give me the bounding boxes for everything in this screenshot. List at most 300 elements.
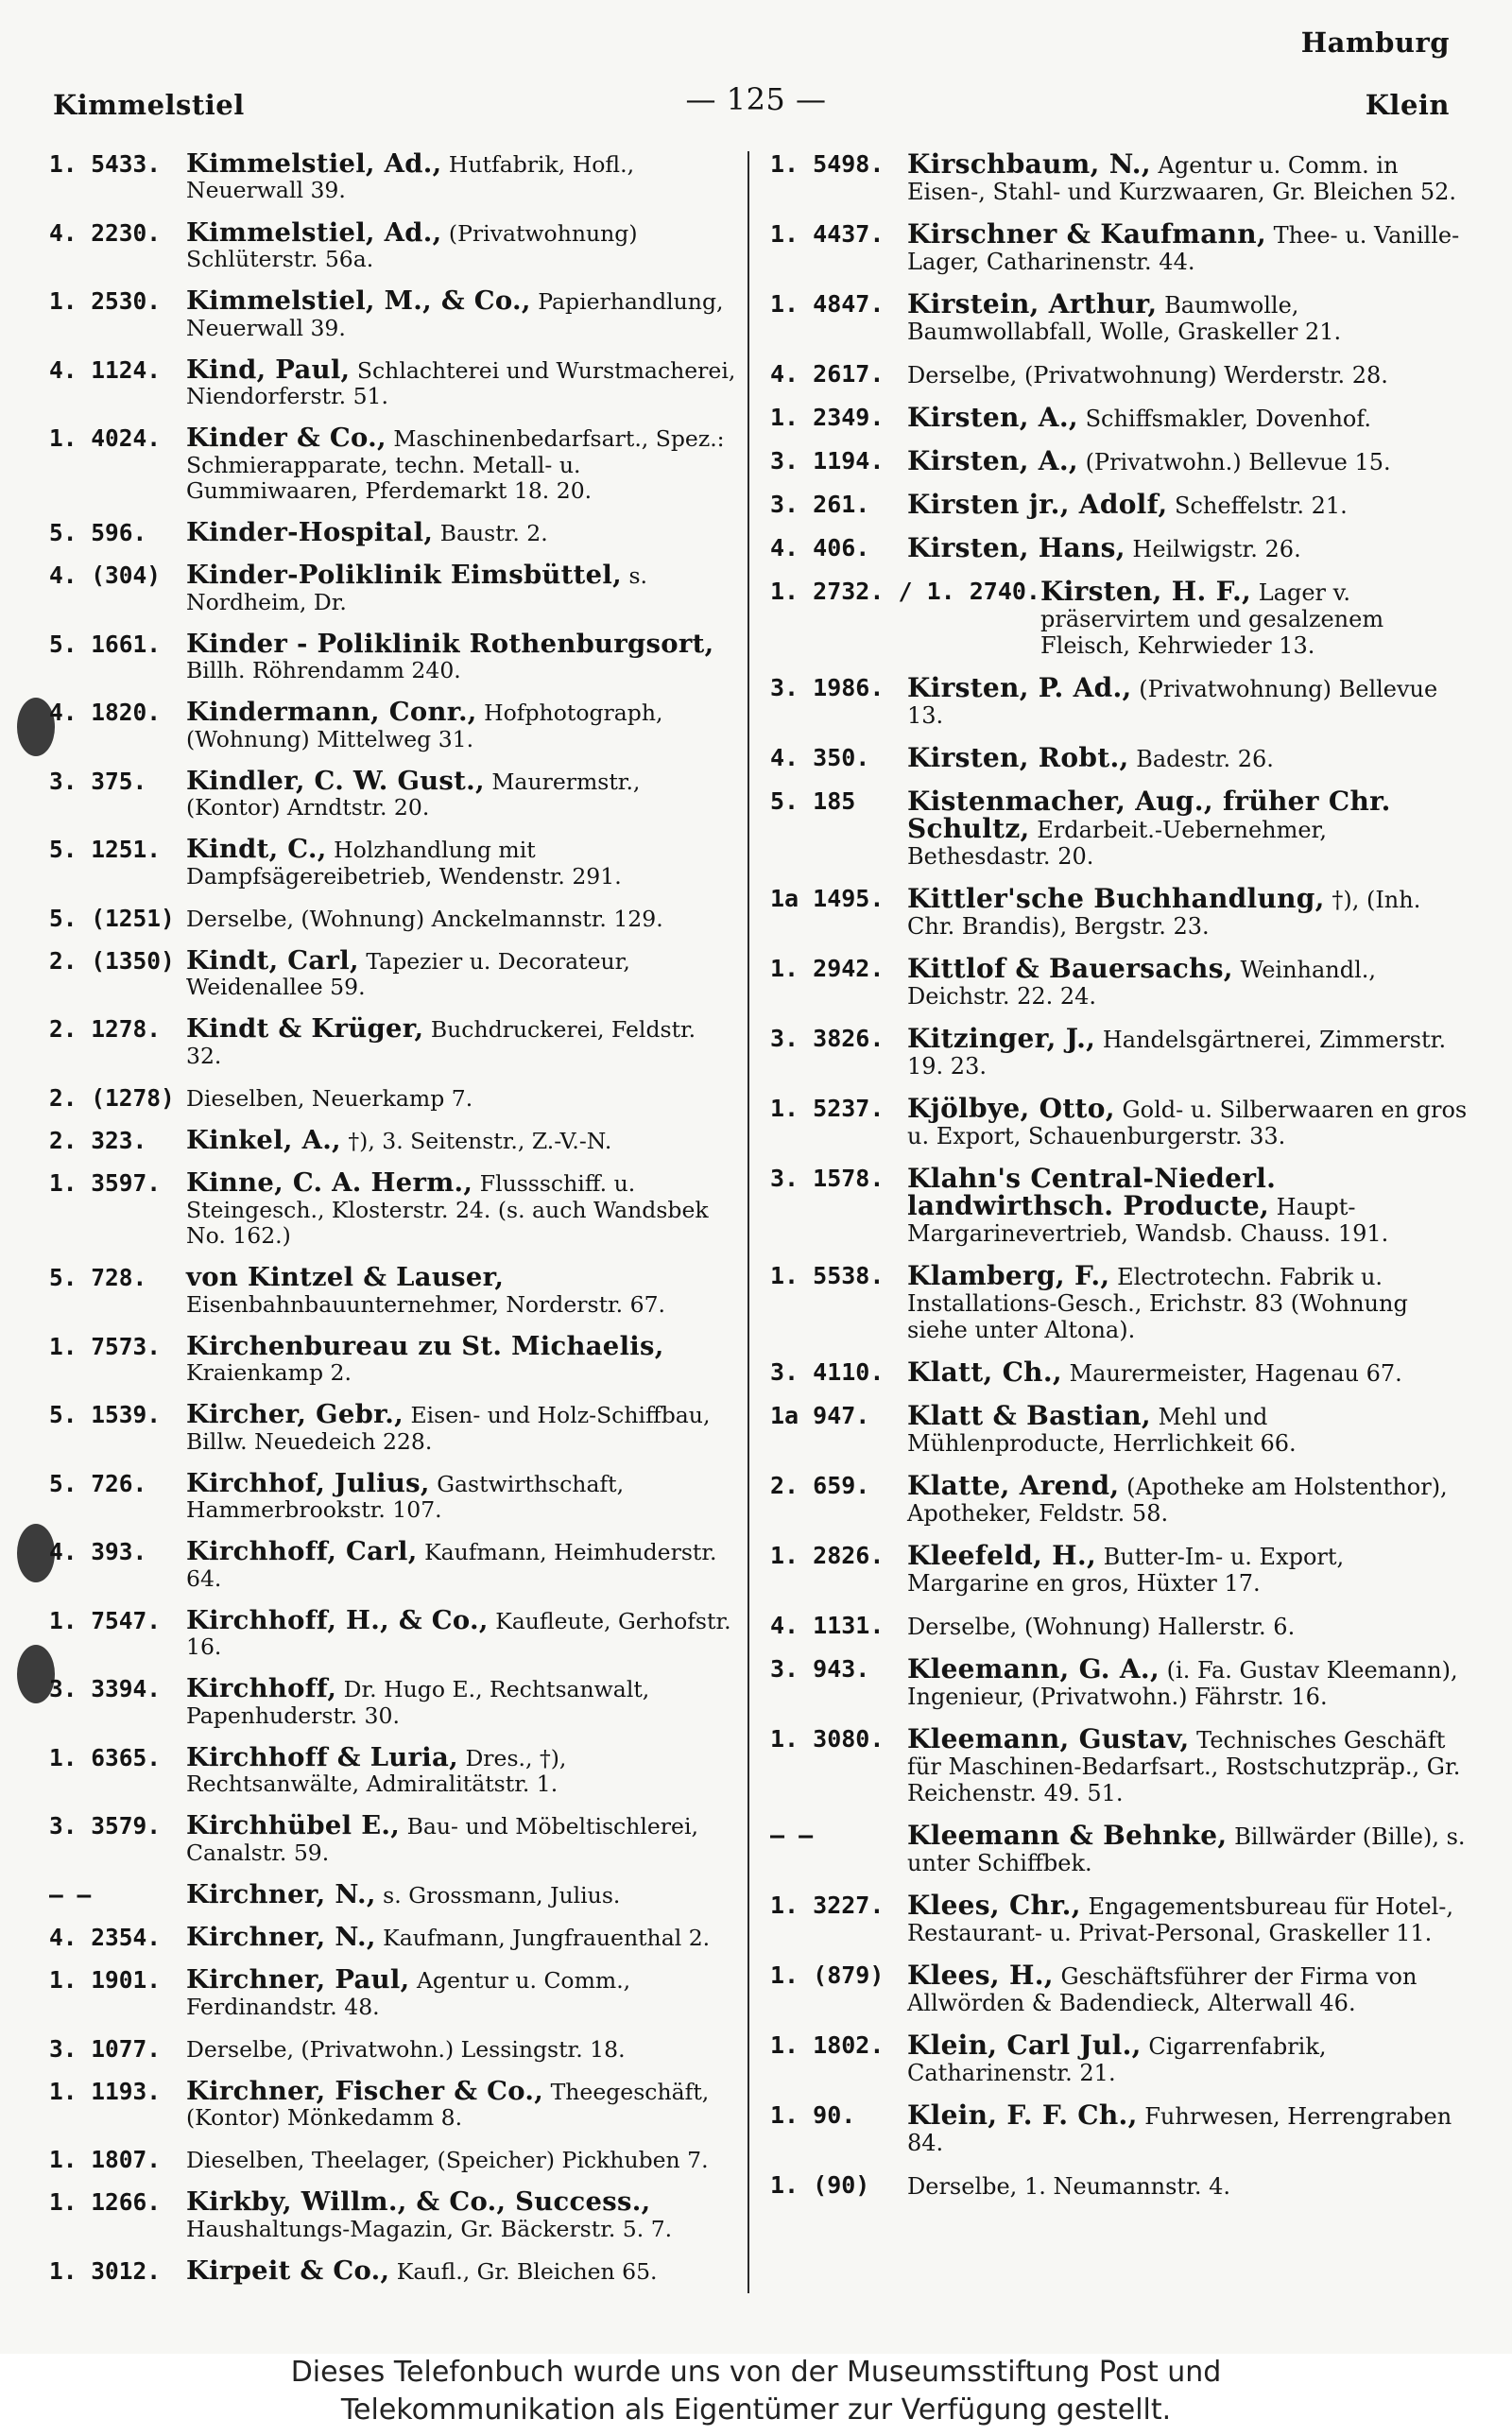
entry-text (186, 944, 737, 1001)
directory-entry (770, 1356, 1468, 1388)
phone-number: 1. 4437. (770, 220, 885, 248)
entry-name: Kistenmacher, Aug., früher Chr. Schultz, (907, 786, 1391, 844)
phone-number: 1. 3227. (770, 1892, 885, 1919)
entry-name: Kindt, C., (186, 834, 327, 865)
directory-entry (49, 1922, 737, 1953)
entry-name: Klees, H., (907, 1960, 1054, 1991)
phone-number: 3. 3826. (770, 1025, 885, 1052)
entry-name: Klatte, Arend, (907, 1470, 1120, 1501)
directory-entry (49, 1964, 737, 2020)
phone-number: 1. 2826. (770, 1542, 885, 1569)
entry-name: Kleemann & Behnke, (907, 1820, 1228, 1851)
directory-entry (770, 1723, 1468, 1806)
directory-entry (49, 697, 737, 752)
directory-entry (49, 906, 737, 932)
entry-details: Flussschiff. u. Steingesch., Klosterstr. 24. (s. auch Wandsbek No. 162.) (186, 1170, 709, 1250)
entry-details: Butter-Im- u. Export, Margarine en gros, Hüxter 17. (907, 1544, 1345, 1597)
phone-number: 1. 5433. (49, 150, 162, 178)
directory-entry (770, 1892, 1468, 1946)
entry-text (907, 361, 1468, 389)
directory-entry (770, 1962, 1468, 2016)
phone-number: 3. 3394. (49, 1675, 162, 1703)
directory-entry (770, 788, 1468, 870)
entry-name: Kleefeld, H., (907, 1540, 1097, 1571)
directory-entry (770, 1023, 1468, 1080)
directory-entry (770, 1613, 1468, 1640)
entry-text (907, 1163, 1468, 1247)
phone-number: 1. (90) (770, 2171, 870, 2199)
entry-text (907, 1023, 1468, 1080)
phone-number: 5. 1251. (49, 836, 162, 864)
entry-name: Kirchhübel E., (186, 1810, 401, 1841)
entry-text (186, 1330, 737, 1387)
entry-name: Kittlof & Bauersachs, (907, 953, 1233, 984)
entry-text (186, 354, 737, 410)
directory-entry (49, 1262, 737, 1318)
entry-details: s. Grossmann, Julius. (383, 1881, 621, 1909)
entry-details: Derselbe, 1. Neumannstr. 4. (907, 2173, 1231, 2200)
phone-number: 1. 2530. (49, 287, 162, 316)
entry-name: Kinder-Hospital, (186, 517, 434, 548)
entry-details: Derselbe, (Privatwohn.) Lessingstr. 18. (186, 2035, 626, 2063)
entry-name: Kleemann, Gustav, (907, 1723, 1190, 1754)
entry-details: Gastwirthschaft, Hammerbrookstr. 107. (186, 1470, 625, 1524)
directory-entry (49, 425, 737, 504)
entry-details: Derselbe, (Privatwohnung) Werderstr. 28. (907, 362, 1388, 389)
entry-details: s. Nordheim, Dr. (186, 562, 647, 615)
entry-text (907, 1540, 1468, 1597)
entry-text (907, 953, 1468, 1010)
entry-name: Kirchhof, Julius, (186, 1467, 430, 1498)
entry-details: Billwärder (Bille), s. unter Schiffbek. (907, 1823, 1466, 1876)
directory-entry (49, 944, 737, 1001)
entry-text (907, 1962, 1468, 2016)
phone-number: 4. 350. (770, 744, 870, 771)
entry-text (186, 628, 737, 684)
entry-name: Kirsten jr., Adolf, (907, 489, 1168, 520)
entry-details: Bau- und Möbeltischlerei, Canalstr. 59. (186, 1813, 698, 1866)
directory-entry (770, 288, 1468, 345)
entry-name: Klahn's Central-Niederl. landwirthsch. Producte, (907, 1163, 1277, 1221)
directory-entry (770, 672, 1468, 729)
phone-number: 1. (879) (770, 1961, 885, 1989)
directory-entry (770, 1470, 1468, 1527)
phone-number: 1a 1495. (770, 885, 885, 912)
entry-name: Kimmelstiel, M., & Co., (186, 285, 531, 317)
entry-name: Kimmelstiel, Ad., (186, 148, 442, 179)
directory-entry (770, 361, 1468, 389)
entry-text (907, 445, 1468, 476)
directory-entry (770, 953, 1468, 1010)
directory-entry (770, 1163, 1468, 1247)
entry-details: Mehl und Mühlenproducte, Herrlichkeit 66. (907, 1404, 1297, 1457)
directory-entry (770, 148, 1468, 205)
entry-details: Weinhandl., Deichstr. 22. 24. (907, 957, 1377, 1010)
entry-name: Kirsten, P. Ad., (907, 672, 1132, 703)
entry-text (186, 906, 737, 932)
entry-details: Billh. Röhrendamm 240. (186, 657, 461, 684)
phone-number: 5. 1539. (49, 1401, 162, 1429)
entry-text (907, 1820, 1468, 1876)
entry-name: Klein, F. F. Ch., (907, 2099, 1138, 2131)
entry-name: Kirschbaum, N., (907, 148, 1151, 180)
entry-details: Eisenbahnbauunternehmer, Norderstr. 67. (186, 1290, 666, 1318)
directory-entry (770, 1400, 1468, 1457)
entry-details: (i. Fa. Gustav Kleemann), Ingenieur, (Privatwohn.) Fährstr. 16. (907, 1657, 1458, 1710)
entry-text (907, 2172, 1468, 2200)
directory-entry (770, 2032, 1468, 2086)
directory-entry (770, 576, 1468, 659)
entry-text (186, 1810, 737, 1866)
phone-number: 1. 2942. (770, 955, 885, 982)
phone-number: 3. 1077. (49, 2034, 162, 2063)
entry-name: Kirchhoff, H., & Co., (186, 1604, 489, 1635)
directory-entry (49, 1810, 737, 1866)
entry-name: Kittler'sche Buchhandlung, (907, 883, 1325, 914)
entry-text (186, 1262, 737, 1318)
entry-details: Dres., †), Rechtsanwälte, Admiralitätstr. 1. (186, 1744, 567, 1798)
entry-name: Klatt & Bastian, (907, 1400, 1151, 1431)
phone-number: 3. 3579. (49, 1812, 162, 1840)
entry-text (907, 1356, 1468, 1388)
entry-name: Kimmelstiel, Ad., (186, 216, 442, 248)
entry-text (186, 1536, 737, 1592)
entry-name: Kind, Paul, (186, 354, 351, 385)
entry-details: Haupt-Margarinevertrieb, Wandsb. Chauss. 191. (907, 1194, 1389, 1247)
entry-text (186, 1878, 737, 1909)
entry-name: Kirchner, N., (186, 1878, 376, 1909)
directory-entry (49, 1399, 737, 1455)
entry-name: Kitzinger, J., (907, 1023, 1096, 1054)
entry-text (186, 834, 737, 890)
phone-number: 3. 1986. (770, 674, 885, 701)
footer-line-2: Telekommunikation als Eigentümer zur Verfügung gestellt. (340, 2393, 1172, 2427)
entry-details: (Privatwohnung) Schlüterstr. 56a. (186, 219, 638, 272)
phone-number: 3. 4110. (770, 1358, 885, 1386)
entry-text (186, 2186, 737, 2242)
phone-number: 4. 1131. (770, 1612, 885, 1639)
entry-name: Kinder - Poliklinik Rothenburgsort, (186, 628, 714, 659)
entry-name: Kinne, C. A. Herm., (186, 1167, 473, 1199)
entry-details: Scheffelstr. 21. (1175, 492, 1348, 519)
entry-details: Agentur u. Comm., Ferdinandstr. 48. (186, 1967, 631, 2020)
header-first-entry: Kimmelstiel (53, 89, 245, 121)
entry-details: Baumwolle, Baumwollabfall, Wolle, Graskeller 21. (907, 292, 1342, 345)
phone-number: 1. 3012. (49, 2256, 162, 2285)
entry-details: Cigarrenfabrik, Catharinenstr. 21. (907, 2033, 1327, 2086)
entry-name: Kirsten, Robt., (907, 742, 1129, 773)
directory-entry (49, 1085, 737, 1112)
entry-name: Kindermann, Conr., (186, 697, 477, 728)
entry-name: Kirchner, Paul, (186, 1964, 410, 1995)
entry-details: Agentur u. Comm. in Eisen-, Stahl- und Kurzwaaren, Gr. Bleichen 52. (907, 152, 1457, 205)
footer-line-1: Dieses Telefonbuch wurde uns von der Museumsstiftung Post und (290, 2356, 1222, 2389)
directory-entry (49, 2036, 737, 2063)
directory-entry (770, 218, 1468, 275)
directory-entry (49, 517, 737, 548)
entry-details: Holzhandlung mit Dampfsägereibetrieb, Wendenstr. 291. (186, 837, 622, 890)
directory-entry (770, 1093, 1468, 1149)
entry-text (186, 562, 737, 615)
directory-entry (770, 1540, 1468, 1597)
phone-number: 1. 7547. (49, 1606, 162, 1634)
directory-entry (770, 1260, 1468, 1343)
entry-name: Klein, Carl Jul., (907, 2030, 1142, 2061)
directory-entry (49, 1878, 737, 1909)
entry-details: Dr. Hugo E., Rechtsanwalt, Papenhuderstr. 30. (186, 1676, 650, 1729)
entry-details: †), 3. Seitenstr., Z.-V.-N. (348, 1128, 612, 1155)
entry-text (186, 697, 737, 752)
entry-name: Kirstein, Arthur, (907, 288, 1158, 320)
phone-number: 1. 3597. (49, 1169, 162, 1198)
directory-entry (770, 883, 1468, 940)
phone-number: 1. 4847. (770, 290, 885, 318)
entry-details: Kaufmann, Heimhuderstr. 64. (186, 1539, 717, 1592)
entry-text (907, 2099, 1468, 2156)
entry-name: Klamberg, F., (907, 1260, 1110, 1291)
entry-details: (Apotheke am Holstenthor), Apotheker, Feldstr. 58. (907, 1474, 1448, 1527)
entry-details: (Privatwohn.) Bellevue 15. (1085, 449, 1391, 475)
phone-number: 3. 261. (770, 491, 870, 518)
directory-entry (49, 354, 737, 410)
entry-text (186, 517, 737, 548)
directory-entry (49, 2255, 737, 2286)
entry-text (907, 788, 1468, 870)
entry-text (186, 1085, 737, 1112)
phone-number: 4. (304) (49, 561, 162, 590)
entry-text (186, 2036, 737, 2063)
entry-name: Kirsten, A., (907, 445, 1078, 476)
directory-entry (770, 742, 1468, 773)
entry-details: Papierhandlung, Neuerwall 39. (186, 288, 724, 341)
entry-details: Electrotechn. Fabrik u. Installations-Gesch., Erichstr. 83 (Wohnung siehe unter Altona). (907, 1264, 1408, 1343)
entry-text (907, 1470, 1468, 1527)
directory-entry (770, 489, 1468, 520)
entry-text (186, 1741, 737, 1798)
entry-details: Heilwigstr. 26. (1132, 536, 1301, 562)
entry-name: Kirchner, Fischer & Co., (186, 2075, 544, 2106)
directory-entry (49, 1167, 737, 1250)
entry-text (907, 218, 1468, 275)
entry-name: Kirchhoff, (186, 1673, 337, 1704)
entry-text (907, 288, 1468, 345)
directory-entry (49, 834, 737, 890)
phone-number: 1. 7573. (49, 1332, 162, 1360)
phone-number: 3. 1578. (770, 1165, 885, 1192)
directory-entry (49, 2075, 737, 2132)
entry-text (186, 1013, 737, 1069)
directory-entry (49, 1330, 737, 1387)
entry-name: Klees, Chr., (907, 1890, 1081, 1921)
entry-text (186, 2147, 737, 2173)
entry-text (186, 2255, 737, 2286)
entry-text (186, 1673, 737, 1729)
entry-name: Kirsten, A., (907, 402, 1078, 433)
entry-name: Kirchhoff & Luria, (186, 1741, 458, 1772)
entry-details: Buchdruckerei, Feldstr. 32. (186, 1016, 696, 1069)
entry-details: (Privatwohnung) Bellevue 13. (907, 676, 1438, 729)
directory-entry (770, 1653, 1468, 1710)
entry-details: Dieselben, Theelager, (Speicher) Pickhuben 7. (186, 2147, 709, 2174)
phone-number: 1. 5498. (770, 150, 885, 178)
entry-details: Fuhrwesen, Herrengraben 84. (907, 2103, 1452, 2156)
phone-number: 1. 3080. (770, 1725, 885, 1753)
entry-text (186, 285, 737, 341)
entry-details: Haushaltungs-Magazin, Gr. Bäckerstr. 5. 7. (186, 2215, 673, 2242)
phone-number: 3. 375. (49, 767, 147, 795)
entry-details: Hofphotograph, (Wohnung) Mittelweg 31. (186, 700, 663, 752)
directory-entry (49, 1467, 737, 1524)
directory-entry (49, 1741, 737, 1798)
entry-text (907, 1093, 1468, 1149)
entry-details: Erdarbeit.-Uebernehmer, Bethesdastr. 20. (907, 817, 1328, 870)
entry-text (186, 1922, 737, 1953)
entry-text (907, 1613, 1468, 1640)
entry-details: Kaufl., Gr. Bleichen 65. (396, 2257, 658, 2285)
entry-details: Derselbe, (Wohnung) Anckelmannstr. 129. (186, 905, 663, 932)
directory-entry (49, 148, 737, 204)
entry-details: Tapezier u. Decorateur, Weidenallee 59. (186, 947, 630, 1001)
entry-details: Derselbe, (Wohnung) Hallerstr. 6. (907, 1614, 1296, 1640)
entry-details: Schiffsmakler, Dovenhof. (1085, 406, 1371, 432)
directory-entry (770, 2099, 1468, 2156)
entry-name: von Kintzel & Lauser, (186, 1262, 505, 1293)
entry-text (186, 425, 737, 504)
phone-number: 5. 596. (49, 519, 147, 547)
header-city: Hamburg (1300, 26, 1450, 59)
phone-number: 3. 943. (770, 1655, 870, 1683)
entry-name: Kirchner, N., (186, 1922, 376, 1953)
entry-text (1040, 576, 1468, 659)
entry-details: †), (Inh. Chr. Brandis), Bergstr. 23. (907, 887, 1421, 940)
entry-text (907, 1400, 1468, 1457)
entry-details: Geschäftsführer der Firma von Allwörden & Badendieck, Alterwall 46. (907, 1963, 1418, 2016)
column-divider (747, 151, 749, 2293)
entry-text (907, 672, 1468, 729)
entry-name: Kircher, Gebr., (186, 1399, 404, 1430)
entry-details: Maurermeister, Hagenau 67. (1069, 1360, 1402, 1387)
entry-text (186, 1467, 737, 1524)
phone-number: 1. 1266. (49, 2188, 162, 2217)
entry-text (186, 1964, 737, 2020)
entry-details: Lager v. präservirtem und gesalzenem Fleisch, Kehrwieder 13. (1040, 579, 1384, 659)
directory-entry (770, 532, 1468, 563)
footer-notice (0, 2354, 1512, 2436)
phone-number: 4. 1124. (49, 355, 162, 384)
directory-entry (770, 445, 1468, 476)
directory-entry (770, 1820, 1468, 1876)
entry-text (907, 1653, 1468, 1710)
phone-number: 5. 185 (770, 787, 856, 815)
phone-number: 1. 90. (770, 2101, 856, 2129)
entry-text (907, 532, 1468, 563)
entry-name: Kindt, Carl, (186, 944, 359, 976)
entry-text (907, 148, 1468, 205)
phone-number: 4. 2354. (49, 1924, 162, 1952)
directory-entry (49, 765, 737, 821)
entry-text (186, 216, 737, 273)
phone-number: 1. 6365. (49, 1743, 162, 1771)
entry-text (907, 1723, 1468, 1806)
entry-name: Kinder & Co., (186, 423, 387, 454)
entry-name: Kindt & Krüger, (186, 1013, 424, 1045)
phone-number: 1a 947. (770, 1402, 870, 1429)
entry-name: Kirchhoff, Carl, (186, 1536, 418, 1567)
phone-number: 5. 1661. (49, 630, 162, 658)
entry-text (907, 2032, 1468, 2086)
directory-entry (49, 1013, 737, 1069)
phone-number: 1. 5237. (770, 1095, 885, 1122)
directory-entry (770, 402, 1468, 433)
entry-name: Kinder-Poliklinik Eimsbüttel, (186, 560, 622, 591)
entry-details: Maurermstr., (Kontor) Arndtstr. 20. (186, 768, 641, 821)
header-last-entry: Klein (1365, 89, 1450, 121)
phone-number: 1. 1901. (49, 1966, 162, 1995)
phone-number: 2. 659. (770, 1472, 870, 1499)
entry-text (907, 1260, 1468, 1343)
entry-details: Engagementsbureau für Hotel-, Restaurant- u. Privat-Personal, Graskeller 11. (907, 1893, 1454, 1946)
entry-name: Kindler, C. W. Gust., (186, 765, 485, 796)
entry-name: Klatt, Ch., (907, 1356, 1062, 1388)
phone-number: — — (49, 1880, 92, 1909)
phone-number: — — (770, 1822, 814, 1849)
phone-number: 4. 2617. (770, 360, 885, 388)
entry-details: Kraienkamp 2. (186, 1359, 352, 1387)
entry-details: Technisches Geschäft für Maschinen-Bedarfsart., Rostschutzpräp., Gr. Reichenstr. 49. 51. (907, 1727, 1461, 1806)
entry-name: Kirsten, Hans, (907, 532, 1125, 563)
phone-number: 4. 1820. (49, 699, 162, 727)
entry-name: Kinkel, A., (186, 1125, 341, 1156)
directory-entry (49, 628, 737, 684)
phone-number: 1. 1193. (49, 2077, 162, 2105)
directory-entry (49, 1536, 737, 1592)
phone-number: 2. 323. (49, 1127, 147, 1155)
page-number: — 125 — (685, 81, 827, 117)
phone-number: 1. 2732. / 1. 2740. (770, 578, 1040, 605)
phone-number: 5. 728. (49, 1264, 147, 1292)
entry-name: Kirsten, H. F., (1040, 576, 1252, 607)
entry-text (907, 489, 1468, 520)
entry-name: Kirschner & Kaufmann, (907, 218, 1267, 250)
entry-details: Theegeschäft, (Kontor) Mönkedamm 8. (186, 2078, 710, 2132)
directory-entry (49, 216, 737, 273)
phone-number: 2. (1350) (49, 946, 175, 975)
entry-details: Eisen- und Holz-Schiffbau, Billw. Neuedeich 228. (186, 1402, 711, 1455)
entry-details: Badestr. 26. (1136, 746, 1274, 772)
entry-name: Kjölbye, Otto, (907, 1093, 1115, 1124)
entry-details: Hutfabrik, Hofl., Neuerwall 39. (186, 151, 635, 204)
entry-details: Gold- u. Silberwaaren en gros u. Export, Schauenburgerstr. 33. (907, 1097, 1468, 1149)
phone-number: 2. 1278. (49, 1015, 162, 1044)
phone-number: 5. (1251) (49, 904, 175, 932)
right-column (770, 148, 1468, 2216)
phone-number: 3. 1194. (770, 447, 885, 475)
directory-entry (49, 1673, 737, 1729)
phone-number: 1. 4024. (49, 424, 162, 453)
phone-number: 1. 1802. (770, 2031, 885, 2059)
directory-entry (770, 2172, 1468, 2200)
phone-number: 4. 2230. (49, 218, 162, 247)
phone-number: 1. 2349. (770, 404, 885, 431)
entry-text (186, 148, 737, 204)
entry-text (186, 765, 737, 821)
entry-text (907, 883, 1468, 940)
entry-text (186, 1167, 737, 1250)
entry-text (907, 1892, 1468, 1946)
phone-number: 2. (1278) (49, 1084, 175, 1112)
entry-text (186, 2075, 737, 2132)
entry-details: Kaufleute, Gerhofstr. 16. (186, 1607, 731, 1661)
